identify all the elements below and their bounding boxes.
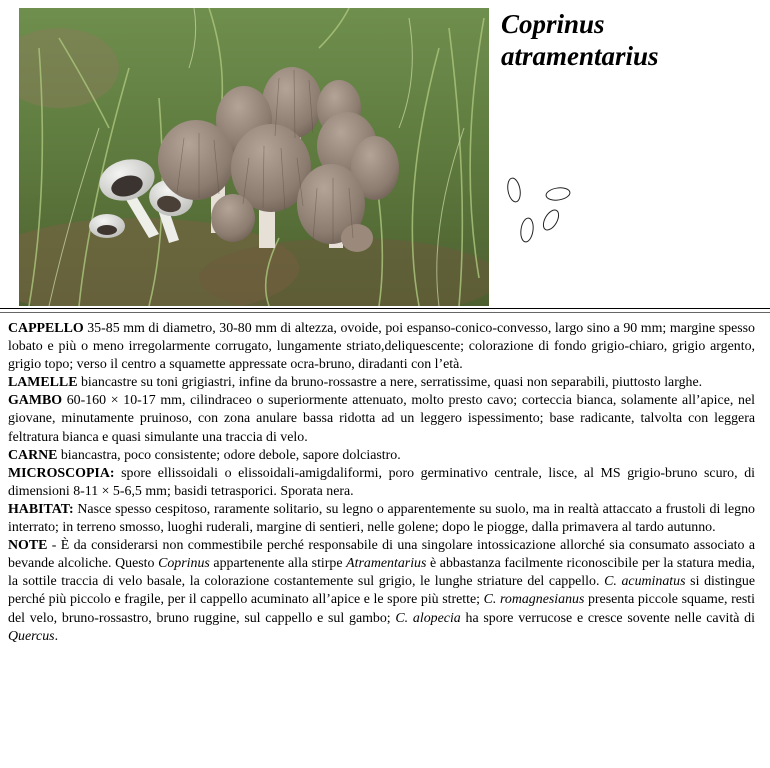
spore-outline xyxy=(519,217,534,242)
note-text: appartenente alla stirpe xyxy=(209,556,347,572)
note-text: è abbastanza facilmente riconoscibile per la statura media, la sottile traccia di velo basale, la colorazione costantemente sul grigio, le lunghe striature del cappello. xyxy=(8,556,755,590)
section-gambo xyxy=(8,392,755,446)
divider-top xyxy=(0,308,770,309)
note-text: . xyxy=(54,628,59,644)
description-body xyxy=(8,320,755,646)
note-italic: C. acuminatus xyxy=(604,574,686,590)
section-label: MICROSCOPIA: xyxy=(8,465,115,481)
divider-bottom xyxy=(0,312,770,313)
title-genus: Coprinus xyxy=(501,9,605,39)
section-note xyxy=(8,537,755,646)
note-text: presenta piccole squame, resti del velo, bruno-rossastro, bruno ruggine, sul cappello e sul gambo; xyxy=(8,592,756,626)
note-italic: Coprinus xyxy=(158,556,210,572)
spore-outline xyxy=(545,186,570,201)
spores-drawing xyxy=(500,172,580,252)
section-text: Nasce spesso cespitoso, raramente solitario, su legno o apparentemente su suolo, ma in realtà attaccato a frustoli di legno interrato; in terreno smosso, luoghi ruderali, margine di sentieri, nelle golene; dopo le piogge, dalla primavera al tardo autunno. xyxy=(8,501,755,536)
title-species: atramentarius xyxy=(501,41,659,71)
note-text: ha spore verrucose e cresce sovente nelle cavità di xyxy=(460,610,755,626)
note-italic: C. alopecia xyxy=(395,610,461,626)
section-text: biancastra, poco consistente; odore debole, sapore dolciastro. xyxy=(57,447,401,463)
section-label: CAPPELLO xyxy=(8,321,84,336)
spore-outline xyxy=(506,177,522,203)
note-italic: C. romagnesianus xyxy=(483,592,585,608)
note-italic: Atramentarius xyxy=(346,556,427,572)
section-label: CARNE xyxy=(8,447,58,463)
note-text: si distingue perché più piccolo e fragile, per il cappello acuminato all’apice e le spore più strette; xyxy=(8,574,756,608)
section-label: LAMELLE xyxy=(8,375,78,391)
section-carne xyxy=(8,447,755,465)
section-text: 35-85 mm di diametro, 30-80 mm di altezza, ovoide, poi espanso-conico-convesso, largo sino a 90 mm; margine spesso lobato e più o meno irregolarmente corrugato, lungamente striato,deliquescente; colorazione di fondo grigio-chiaro, grigio argento, grigio topo; verso il centro a squamette appressate ocra-bruno, diradanti con l’età. xyxy=(8,321,755,373)
section-text: biancastre su toni grigiastri, infine da bruno-rossastre a nere, serratissime, quasi non separabili, piuttosto larghe. xyxy=(77,375,703,391)
section-microscopia xyxy=(8,465,755,501)
section-label: GAMBO xyxy=(8,393,63,409)
section-label: HABITAT: xyxy=(8,501,74,517)
section-cappello xyxy=(8,320,755,374)
note-text: - È da considerarsi non commestibile perché responsabile di una singolare intossicazione allorché sia consumato associato a bevande alcoliche. Questo xyxy=(8,538,755,572)
species-title xyxy=(501,8,761,72)
section-text: 60-160 × 10-17 mm, cilindraceo o superiormente attenuato, molto presto cavo; corteccia bianca, solamente all’apice, nel giovane, minutamente pruinoso, con zona anulare bassa ridotta ad un leggero ispessimento; base radicante, talvolta con leggera feltratura bianca e quasi simulante una traccia di velo. xyxy=(8,393,755,445)
section-habitat xyxy=(8,501,755,537)
spore-outline xyxy=(540,207,561,232)
section-label: NOTE xyxy=(8,538,48,554)
section-lamelle xyxy=(8,374,755,392)
note-italic: Quercus xyxy=(8,628,55,644)
mushroom-photo xyxy=(19,8,489,306)
section-text: spore ellissoidali o elissoidali-amigdaliformi, poro germinativo centrale, lisce, al MS grigio-bruno scuro, di dimensioni 8-11 × 5-6,5 mm; basidi tetrasporici. Sporata nera. xyxy=(8,465,755,499)
